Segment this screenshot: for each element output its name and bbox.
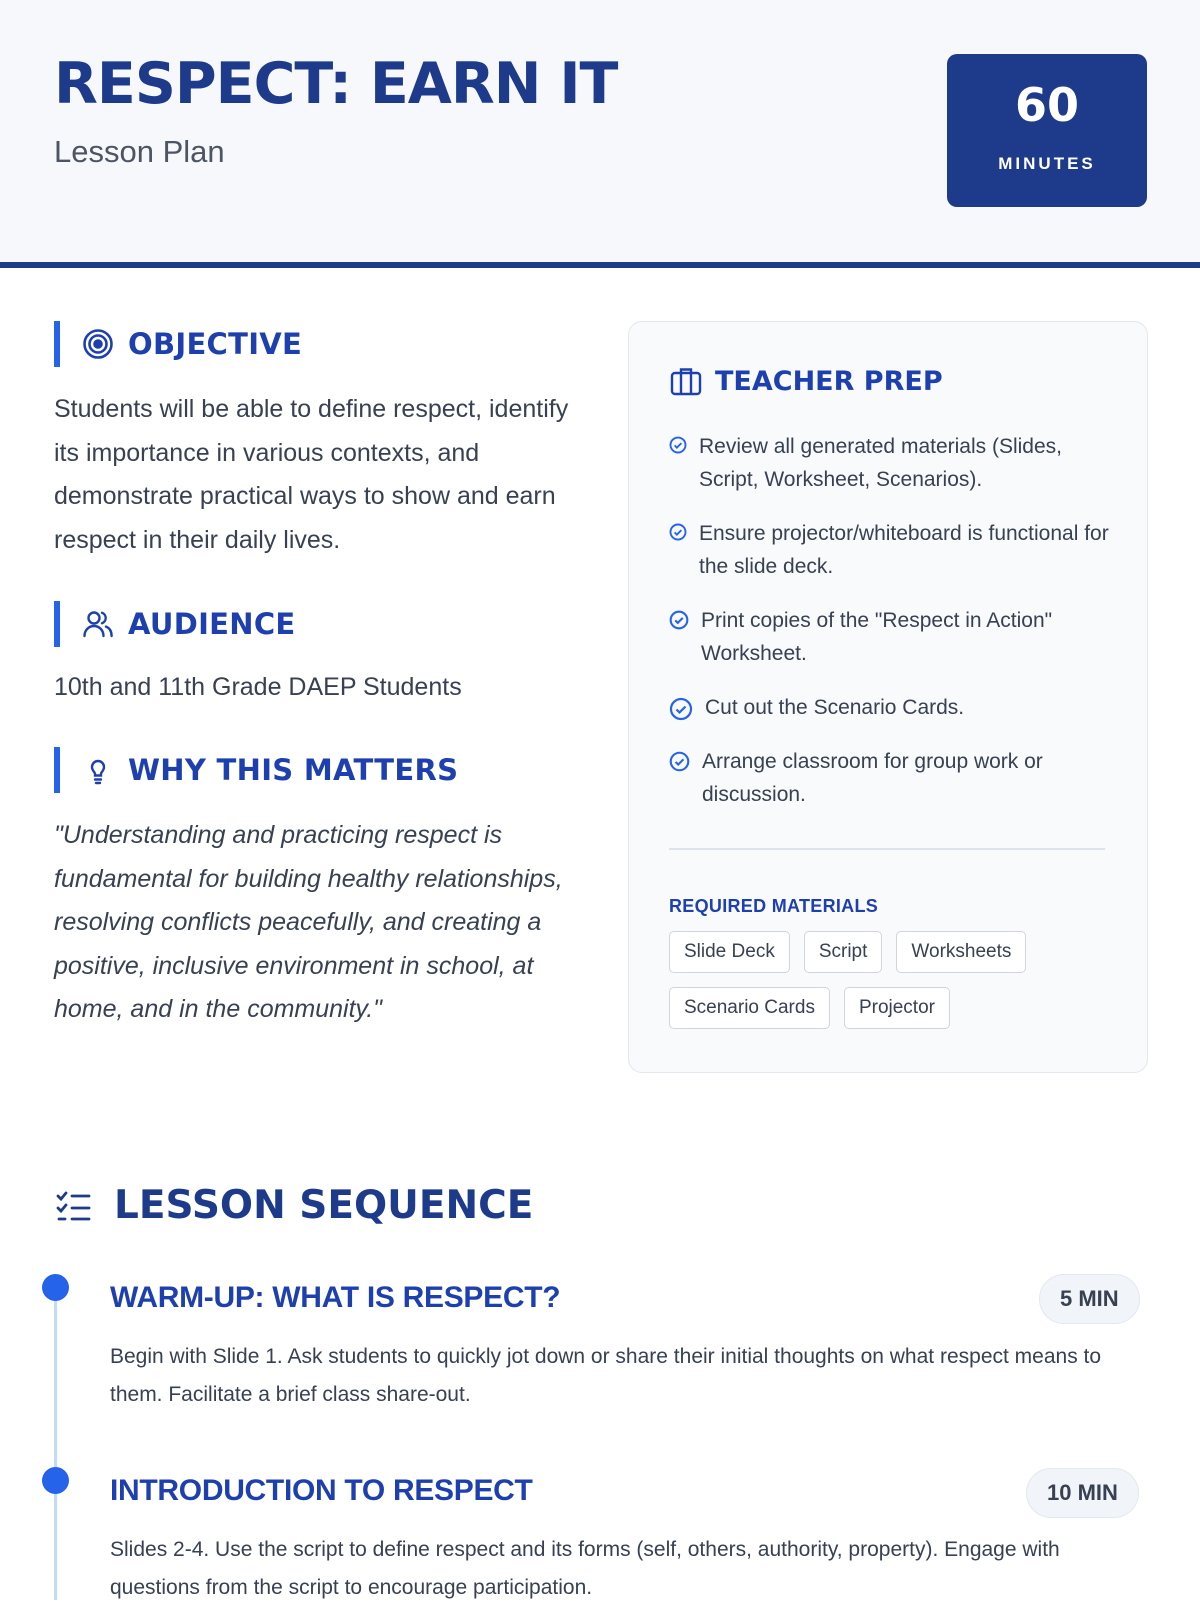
checklist-icon xyxy=(56,1188,92,1224)
prep-item-text: Cut out the Scenario Cards. xyxy=(705,696,965,719)
prep-item-text: Ensure projector/whiteboard is functional for the slide deck. xyxy=(699,522,1109,578)
duration-unit: MINUTES xyxy=(998,154,1096,173)
prep-item-text: Arrange classroom for group work or discussion. xyxy=(702,750,1043,806)
check-circle-icon xyxy=(669,610,689,670)
check-circle-icon xyxy=(669,751,690,811)
step-title: INTRODUCTION TO RESPECT xyxy=(110,1474,533,1507)
lightbulb-icon xyxy=(82,754,114,786)
timeline-dot xyxy=(42,1467,69,1494)
prep-checklist xyxy=(669,430,1109,832)
objective-heading xyxy=(54,321,302,367)
prep-item-text: Print copies of the "Respect in Action" Worksheet. xyxy=(701,609,1053,665)
teacher-prep-heading-text: TEACHER PREP xyxy=(715,365,943,397)
step-description: Begin with Slide 1. Ask students to quickly jot down or share their initial thoughts on what respect means to them. Facilitate a brief class share-out. xyxy=(110,1345,1102,1406)
materials-tags xyxy=(669,931,1109,1043)
why-heading-text: WHY THIS MATTERS xyxy=(128,753,459,787)
teacher-prep-heading xyxy=(669,364,943,398)
lesson-header xyxy=(0,0,1200,268)
page-title: RESPECT: EARN IT xyxy=(54,51,618,117)
material-tag: Script xyxy=(804,931,883,973)
prep-divider xyxy=(669,848,1105,850)
users-icon xyxy=(82,608,114,640)
audience-heading xyxy=(54,601,296,647)
target-icon xyxy=(82,328,114,360)
duration-value: 60 xyxy=(1014,78,1079,132)
check-circle-icon xyxy=(669,523,687,583)
materials-label: REQUIRED MATERIALS xyxy=(669,896,879,916)
lesson-sequence-heading xyxy=(56,1183,533,1228)
lesson-sequence-heading-text: LESSON SEQUENCE xyxy=(114,1183,534,1228)
prep-item xyxy=(669,691,1109,724)
material-tag: Scenario Cards xyxy=(669,987,830,1029)
material-tag: Worksheets xyxy=(896,931,1026,973)
step-description: Slides 2-4. Use the script to define respect and its forms (self, others, authority, property). Engage with questions from the script to encourage participation. xyxy=(110,1538,1060,1599)
prep-item xyxy=(669,430,1109,496)
prep-item xyxy=(669,517,1109,583)
material-tag: Projector xyxy=(844,987,950,1029)
step-title: WARM-UP: WHAT IS RESPECT? xyxy=(110,1281,561,1314)
audience-heading-text: AUDIENCE xyxy=(128,607,296,641)
page-subtitle: Lesson Plan xyxy=(54,134,225,169)
briefcase-icon xyxy=(669,364,703,398)
prep-item xyxy=(669,604,1109,670)
why-heading xyxy=(54,747,458,793)
step-duration-pill: 5 MIN xyxy=(1039,1274,1140,1324)
teacher-prep-card xyxy=(628,321,1148,1073)
timeline-line xyxy=(54,1288,57,1600)
check-circle-icon xyxy=(669,697,693,724)
material-tag: Slide Deck xyxy=(669,931,790,973)
why-quote: "Understanding and practicing respect is fundamental for building healthy relationships, resolving conflicts peacefully, and creating a positive, inclusive environment in school, at home, and in the community." xyxy=(54,821,563,1023)
audience-text: 10th and 11th Grade DAEP Students xyxy=(54,673,462,701)
step-duration-pill: 10 MIN xyxy=(1026,1468,1139,1518)
duration-badge xyxy=(947,54,1147,207)
prep-item xyxy=(669,745,1109,811)
objective-heading-text: OBJECTIVE xyxy=(128,327,303,361)
prep-item-text: Review all generated materials (Slides, Script, Worksheet, Scenarios). xyxy=(699,435,1062,491)
check-circle-icon xyxy=(669,436,687,496)
timeline-dot xyxy=(42,1274,69,1301)
objective-text: Students will be able to define respect, identify its importance in various contexts, and demonstrate practical ways to show and earn respect in their daily lives. xyxy=(54,395,569,554)
